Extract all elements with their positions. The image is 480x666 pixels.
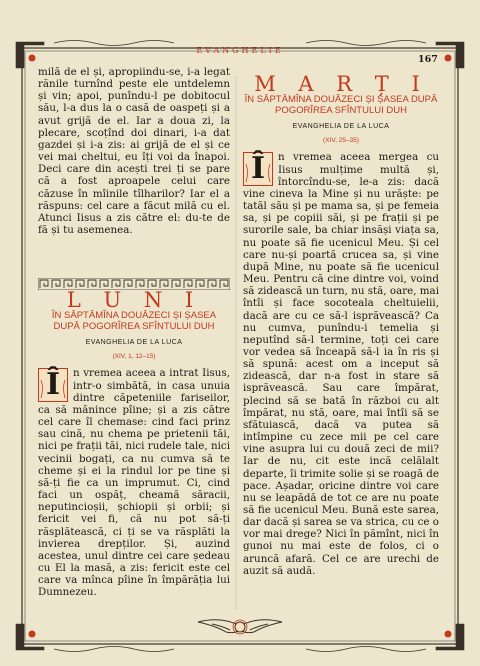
continued-paragraph: milă de el și, apropiindu-se, i-a legat rănile turnînd peste ele untdelemn și vin; apoi, punîndu-l pe dobitocul său, l-a dus la o casă de oaspeți și a avut grijă de el. Iar a doua zi, la plecare, scoțînd doi dinari, i-a dat gazdei și i-a zis: ai grijă de el și ce vei mai cheltui, eu îți voi da înapoi. Deci care din acești trei ți se pare că a fost aproapele celui care căzuse în mîinile tîlharilor? Iar el a răspuns: cel care a făcut milă cu el. Atunci Iisus a zis către el: du-te de fă și tu asemenea.: [38, 66, 230, 237]
section-title: M A R Ț I: [254, 72, 428, 96]
drop-cap: [243, 152, 273, 186]
running-head: EVANGHELIE: [196, 46, 284, 55]
drop-cap-letter: Î: [250, 151, 266, 187]
section-subtitle: ÎN SĂPTĂMÎNA DOUĂZECI ȘI ȘASEA DUPĂ POGORÎREA SFÎNTULUI DUH: [51, 310, 217, 333]
reading-body: n vremea aceea mergea cu Iisus mulțime multă și, întorcîndu-se, le-a zis: dacă vine cineva la Mine și nu urăște: pe tatăl său și pe mama sa, și pe femeia sa, și pe copiii săi, și pe frații și pe surorile sale, ba chiar insăși viața sa, nu poate să fie ucenicul Meu. Și cel care nu-și poartă crucea sa, și vine după Mine, nu poate să fie ucenicul Meu. Pentru că cine dintre voi, voind să zidească un turn, nu stă, oare, mai întîi și face socoteala cheltuielii, dacă are cu ce să-l isprăvească? Ca nu cumva, punîndu-i temelia și neputînd să-l termine, toți cei care vor vedea să înceapă să-l ia în ris și să spună: acest om a inceput să zidească, dar n-a fost in stare să isprăvească. Sau care împărat, plecind să se bată în război cu alt împărat, nu stă, oare, mai întîi să se sfătuiască, dacă va putea să intîmpine cu zece mii pe cel care vine asupra lui cu două zeci de mii? Iar de nu, cit este incă celălalt departe, îi trimite solie și se roagă de pace. Așadar, oricine dintre voi care nu se leapădă de tot ce are nu poate să fie ucenicul Meu. Bună este sarea, dar dacă și sarea se va strica, cu ce o vor mai drege? Nici în pămînt, nici în gunoi nu mai este de folos, ci o aruncă afară. Cel ce are urechi de auzit să audă.: [243, 151, 439, 577]
section-title: L U N I: [66, 288, 202, 312]
section-subtitle: ÎN SĂPTĂMÎNA DOUĂZECI ȘI ȘASEA DUPĂ POGORÎREA SFÎNTULUI DUH: [244, 94, 438, 117]
seraph-ornament-icon: [192, 612, 288, 642]
left-continued-text: [38, 66, 230, 236]
drop-cap-letter: Î: [45, 367, 61, 403]
section-luni: [38, 288, 230, 599]
gospel-heading: EVANGHELIA DE LA LUCA: [292, 123, 390, 131]
drop-cap: [38, 368, 68, 402]
section-marti: [243, 72, 439, 577]
gospel-heading: EVANGHELIA DE LA LUCA: [85, 339, 183, 347]
reading-body: n vremea aceea a intrat Iisus, intr-o simbătă, in casa unuia dintre căpeteniile fariseilor, ca să mănince pîine; și a zis către cel care îl chemase: cind faci prinz sau cină, nu chema pe prietenii tăi, nici pe frații tăi, nici rudele tale, nici vecinii bogați, ca nu cumva să te cheme și ei la rindul lor pe tine și să-ți fie ca un imprumut. Ci, cind faci un ospăț, cheamă săracii, neputincioșii, șchiopii și orbii; și fericit vei fi, că nu pot să-ți răsplătească, ci ți se va răsplăti la invierea drepților. Și, auzind acestea, unul dintre cei care ședeau cu El la masă, a zis: fericit este cel care va mînca pîine în împărăția lui Dumnezeu.: [38, 367, 230, 599]
scripture-reference: (XIV, 25–35): [323, 137, 359, 145]
scripture-reference: (XIV, 1, 12–15): [112, 353, 156, 361]
page-number: 167: [418, 54, 438, 65]
